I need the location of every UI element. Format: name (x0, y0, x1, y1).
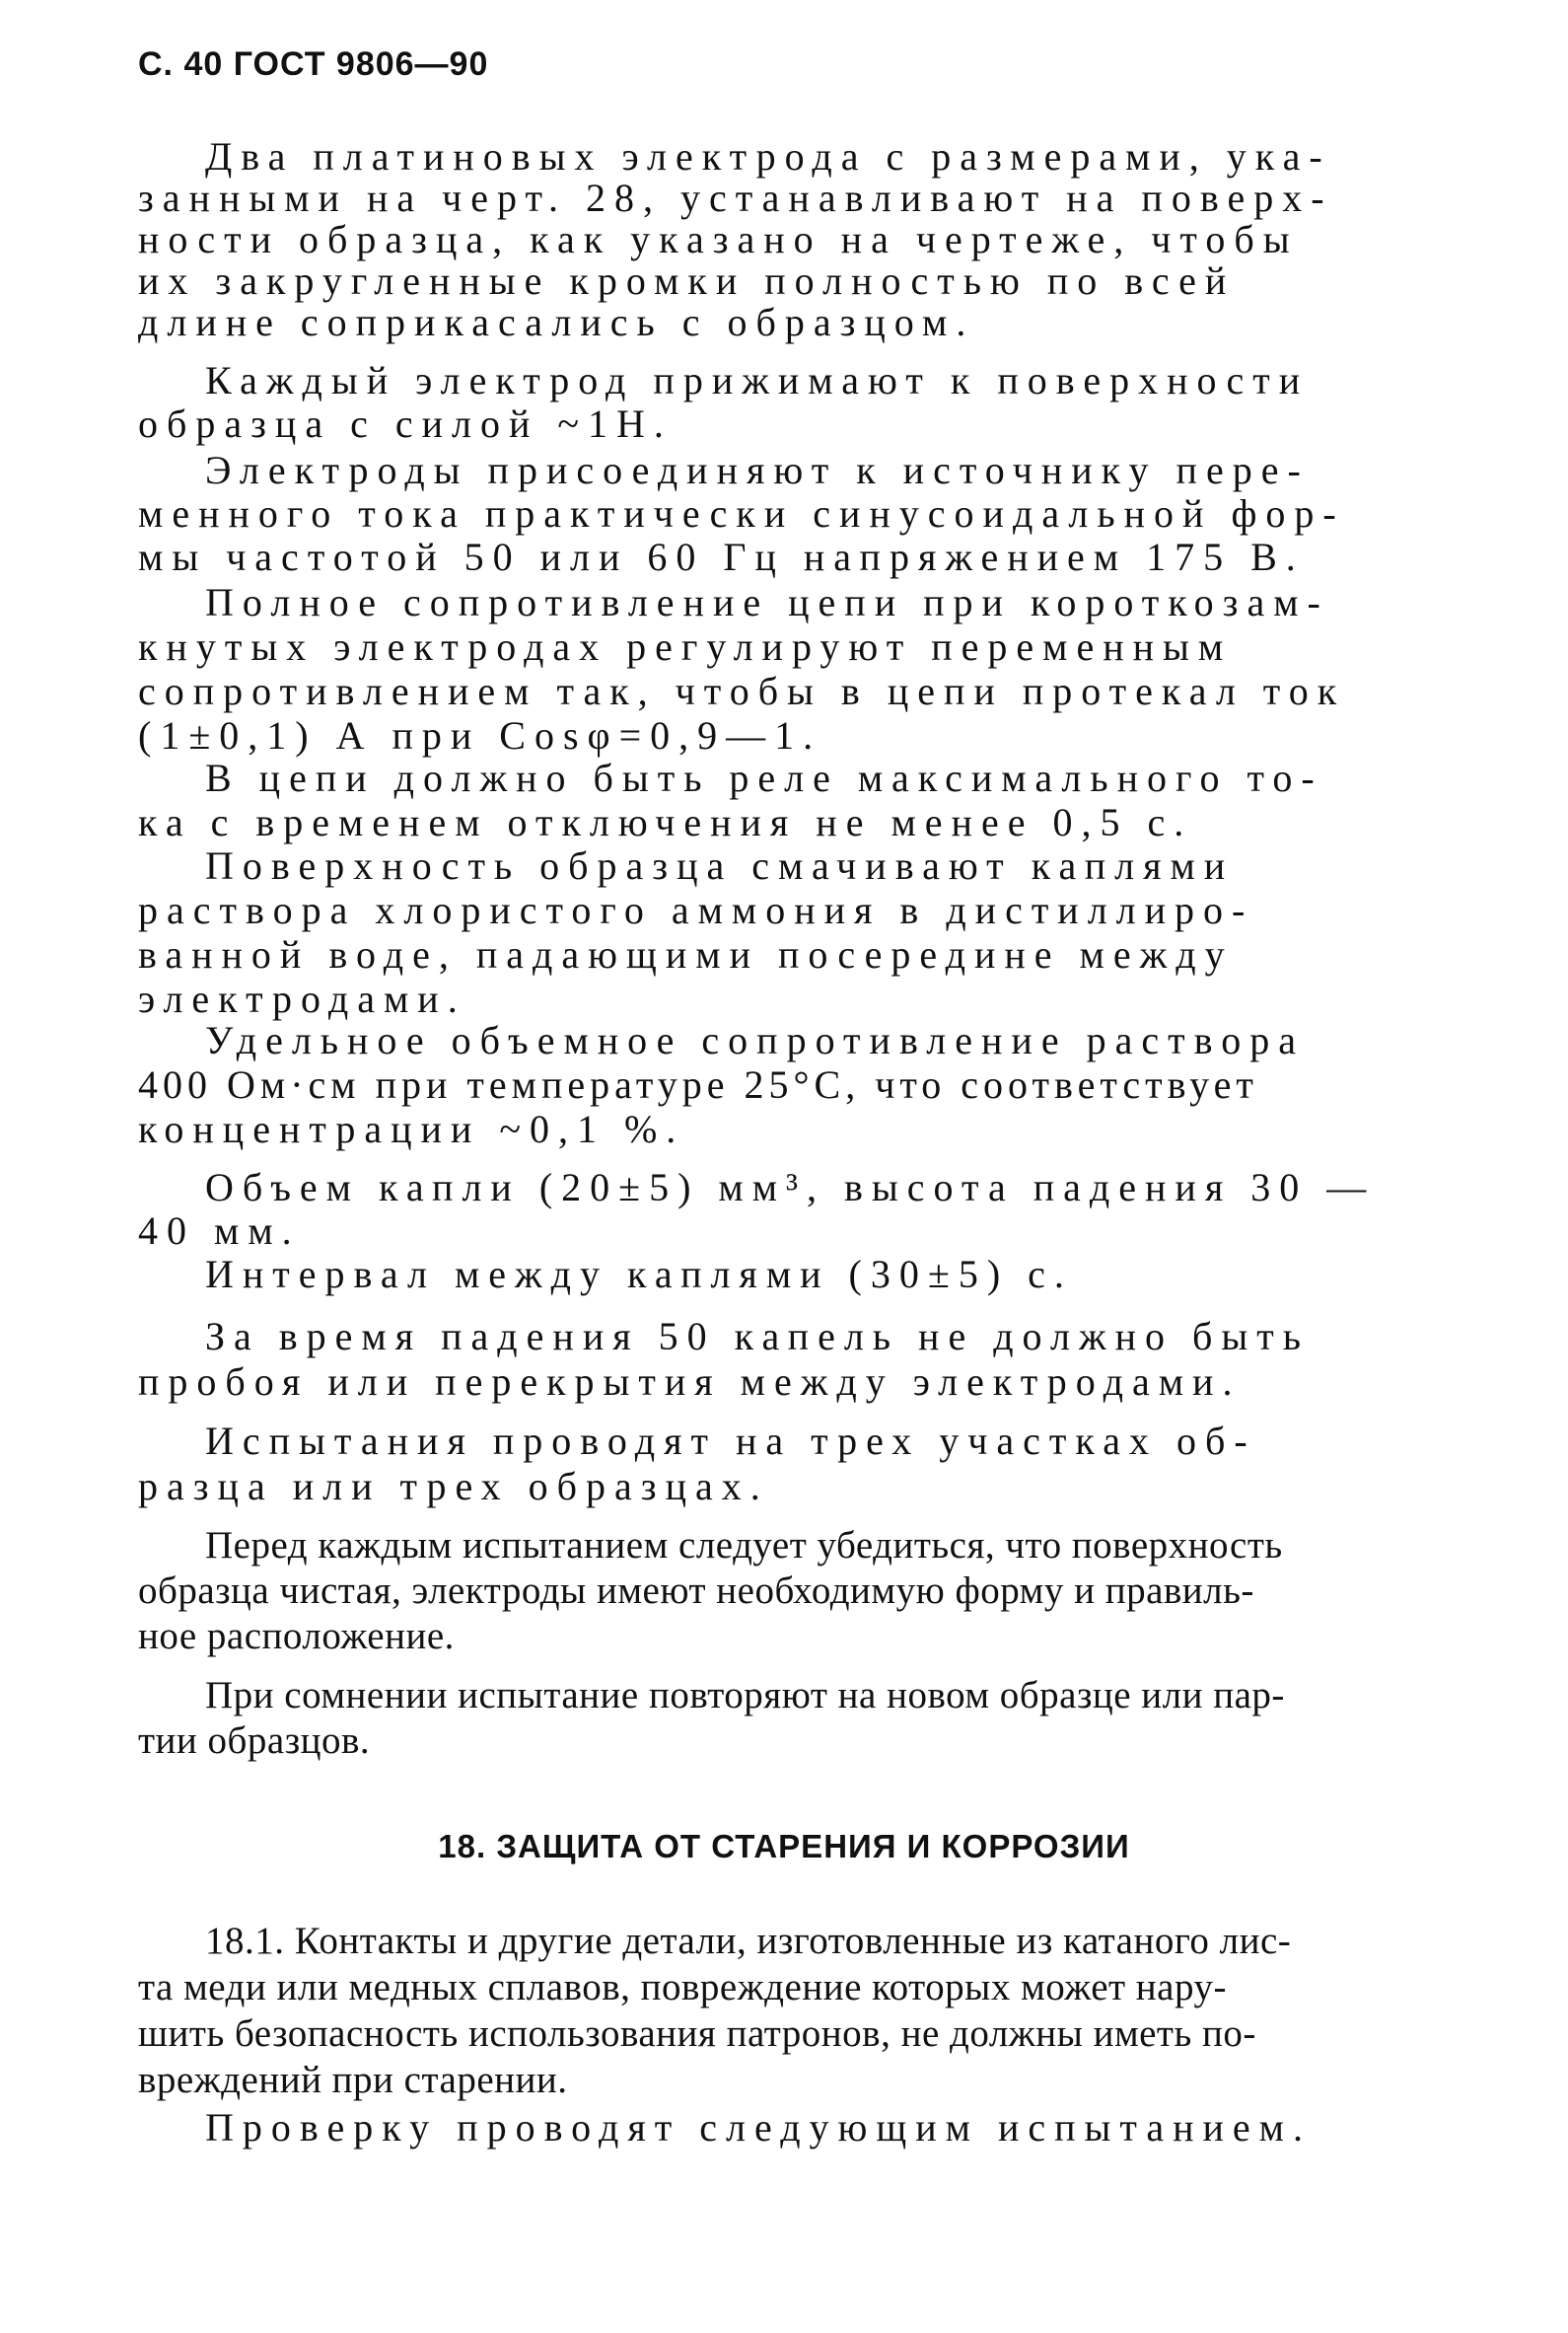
page-header: С. 40 ГОСТ 9806—90 (138, 45, 489, 83)
text-line: Электроды присоединяют к источнику пере- (205, 448, 1310, 492)
text-line: 40 мм. (138, 1208, 301, 1253)
text-line: сопротивлением так, чтобы в цепи протекал ток (138, 669, 1346, 713)
text-line: занными на черт. 28, устанавливают на поверх- (138, 176, 1333, 220)
paragraph (138, 1523, 1499, 1659)
text-line: кнутых электродах регулируют переменным (138, 624, 1233, 669)
text-line: пробоя или перекрытия между электродами. (138, 1359, 1242, 1404)
text-line: (1±0,1) А при Cosφ=0,9—1. (138, 713, 822, 758)
text-line: электродами. (138, 977, 466, 1021)
text-line: За время падения 50 капель не должно быть (205, 1314, 1310, 1358)
paragraph (138, 1918, 1499, 2103)
text-line: мы частотой 50 или 60 Гц напряжением 175 В. (138, 535, 1305, 579)
paragraph (138, 136, 1499, 343)
text-line: образца чистая, электроды имеют необходимую форму и правиль- (138, 1569, 1254, 1612)
paragraph (138, 2105, 1499, 2151)
text-line: Каждый электрод прижимают к поверхности (205, 358, 1310, 402)
text-line: Полное сопротивление цепи при короткозам- (205, 580, 1329, 624)
text-line: менного тока практически синусоидальной фор- (138, 491, 1345, 536)
text-line: ванной воде, падающими посередине между (138, 932, 1234, 977)
text-line: тии образцов. (138, 1719, 371, 1762)
section-heading: 18. ЗАЩИТА ОТ СТАРЕНИЯ И КОРРОЗИИ (438, 1828, 1130, 1864)
text-line: ное расположение. (138, 1615, 455, 1657)
text-line: их закругленные кромки полностью по всей (138, 258, 1236, 303)
paragraph (138, 1018, 1499, 1151)
paragraph (138, 1166, 1499, 1253)
paragraph (138, 843, 1499, 1021)
text-line: Интервал между каплями (30±5) с. (205, 1252, 1073, 1296)
text-line: Объем капли (20±5) мм³, высота падения 30 — (205, 1165, 1376, 1209)
paragraph (138, 1253, 1499, 1296)
text-line: ка с временем отключения не менее 0,5 с. (138, 800, 1193, 844)
text-line: Перед каждым испытанием следует убедиться, что поверхность (205, 1524, 1283, 1567)
text-line: 400 Ом·см при температуре 25°С, что соответствует (138, 1062, 1258, 1107)
paragraph (138, 1314, 1499, 1405)
text-line: длине соприкасались с образцом. (138, 300, 975, 344)
text-line: ности образца, как указано на чертеже, чтобы (138, 217, 1299, 261)
text-line: Поверхность образца смачивают каплями (205, 843, 1235, 888)
text-line: Удельное объемное сопротивление раствора (205, 1018, 1305, 1062)
text-line: вреждений при старении. (138, 2059, 568, 2101)
text-line: шить безопасность использования патронов, не должны иметь по- (138, 2012, 1256, 2055)
text-line: В цепи должно быть реле максимального то- (205, 756, 1323, 800)
paragraph (138, 580, 1499, 758)
text-line: разца или трех образцах. (138, 1464, 769, 1508)
text-line: Проверку проводят следующим испытанием. (205, 2105, 1312, 2150)
text-line: концентрации ~0,1 %. (138, 1107, 685, 1151)
paragraph (138, 449, 1499, 579)
text-line: раствора хлористого аммония в дистиллиро- (138, 888, 1254, 932)
text-line: образца с силой ~1Н. (138, 401, 673, 446)
paragraph (138, 1673, 1499, 1764)
text-line: та меди или медных сплавов, повреждение которых может нару- (138, 1966, 1227, 2008)
text-line: 18.1. Контакты и другие детали, изготовленные из катаного лис- (205, 1920, 1292, 1962)
text-line: При сомнении испытание повторяют на новом образце или пар- (205, 1674, 1285, 1716)
text-line: Испытания проводят на трех участках об- (205, 1419, 1256, 1463)
text-line: Два платиновых электрода с размерами, ука- (205, 134, 1331, 179)
paragraph (138, 359, 1499, 446)
paragraph (138, 756, 1499, 844)
paragraph (138, 1419, 1499, 1509)
